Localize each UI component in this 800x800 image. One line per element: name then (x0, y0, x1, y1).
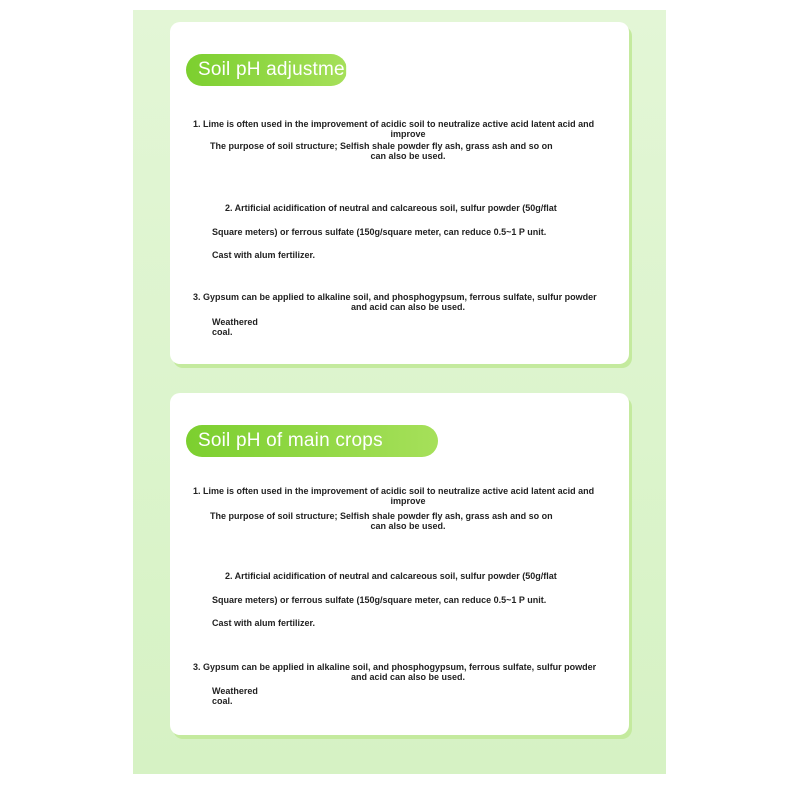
section-title-pill: Soil pH adjustment (186, 54, 347, 86)
item-1-line-3: The purpose of soil structure; Selfish shale powder fly ash, grass ash and so on (210, 511, 553, 521)
item-1-line-2: improve (390, 496, 426, 506)
item-2-line-2: Square meters) or ferrous sulfate (150g/square meter, can reduce 0.5~1 P unit. (212, 227, 547, 237)
item-2-line-2: Square meters) or ferrous sulfate (150g/square meter, can reduce 0.5~1 P unit. (212, 595, 547, 605)
soil-ph-main-crops-card (170, 393, 629, 735)
section-title-pill: Soil pH of main crops (186, 425, 438, 457)
item-1-line-4: can also be used. (370, 151, 446, 161)
item-2-line-3: Cast with alum fertilizer. (212, 618, 316, 628)
item-3-line-4: coal. (212, 327, 233, 337)
item-3-line-3: Weathered (212, 686, 258, 696)
item-3-line-2: and acid can also be used. (350, 302, 466, 312)
item-3-line-1: 3. Gypsum can be applied to alkaline soil, and phosphogypsum, ferrous sulfate, sulfur powder (193, 292, 597, 302)
item-3-line-4: coal. (212, 696, 233, 706)
soil-ph-adjustment-card (170, 22, 629, 364)
item-1-line-4: can also be used. (370, 521, 446, 531)
item-1-line-1: 1. Lime is often used in the improvement of acidic soil to neutralize active acid latent acid and (193, 119, 595, 129)
item-2-line-1: 2. Artificial acidification of neutral and calcareous soil, sulfur powder (50g/flat (225, 203, 557, 213)
item-1-line-3: The purpose of soil structure; Selfish shale powder fly ash, grass ash and so on (210, 141, 553, 151)
document-page (133, 10, 666, 774)
item-2-line-3: Cast with alum fertilizer. (212, 250, 316, 260)
item-2-line-1: 2. Artificial acidification of neutral and calcareous soil, sulfur powder (50g/flat (225, 571, 557, 581)
item-1-line-2: improve (390, 129, 426, 139)
item-3-line-2: and acid can also be used. (350, 672, 466, 682)
item-3-line-1: 3. Gypsum can be applied in alkaline soil, and phosphogypsum, ferrous sulfate, sulfur powder (193, 662, 597, 672)
item-1-line-1: 1. Lime is often used in the improvement of acidic soil to neutralize active acid latent acid and (193, 486, 595, 496)
item-3-line-3: Weathered (212, 317, 258, 327)
